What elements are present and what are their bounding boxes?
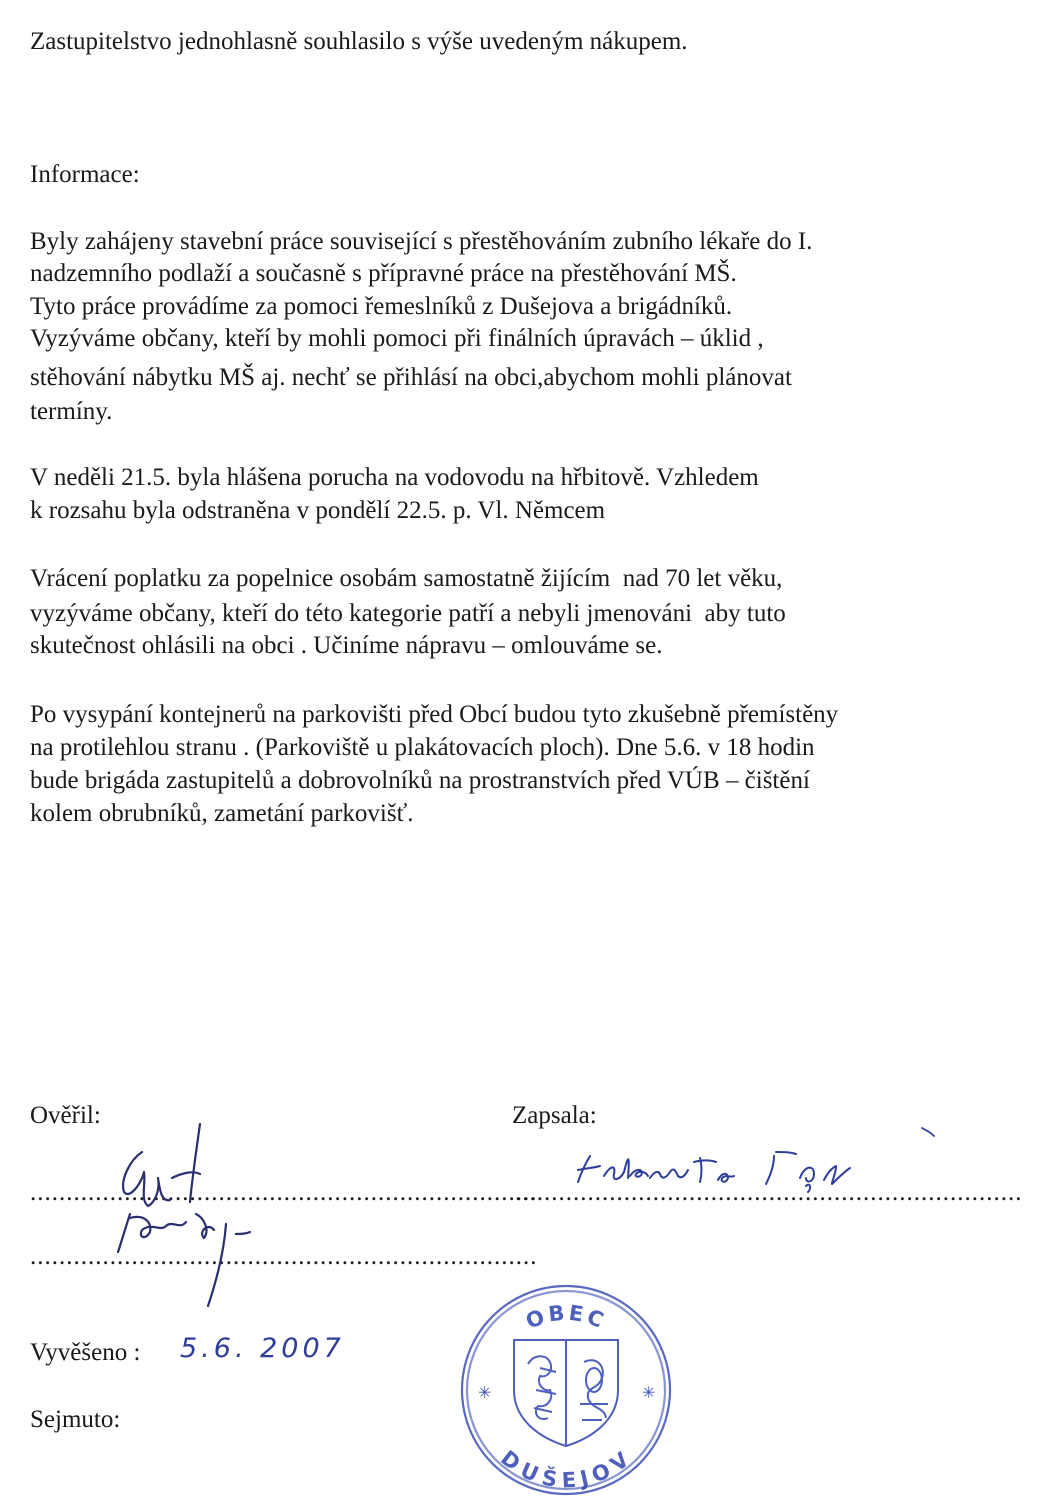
paragraph-line: Byly zahájeny stavební práce související s přestěhováním zubního lékaře do I. (30, 228, 813, 255)
paragraph-line: bude brigáda zastupitelů a dobrovolníků na prostranstvích před VÚB – čištění (30, 767, 810, 794)
stamp-star-left: ✳ (478, 1383, 492, 1402)
posted-label: Vyvěšeno : (30, 1339, 141, 1366)
paragraph-line: stěhování nábytku MŠ aj. nechť se přihlásí na obci,abychom mohli plánovat (30, 364, 792, 391)
municipal-stamp (456, 1280, 676, 1498)
paragraph-line: k rozsahu byla odstraněna v pondělí 22.5. p. Vl. Němcem (30, 497, 606, 524)
paragraph-line: V neděli 21.5. byla hlášena porucha na vodovodu na hřbitově. Vzhledem (30, 464, 759, 491)
paragraph-line: na protilehlou stranu . (Parkoviště u plakátovacích ploch). Dne 5.6. v 18 hodin (30, 734, 815, 761)
recorder-signature (570, 1126, 950, 1196)
info-heading: Informace: (30, 161, 140, 188)
coat-of-arms-icon (514, 1340, 618, 1446)
paragraph-line: Tyto práce provádíme za pomoci řemeslníků z Dušejova a brigádníků. (30, 293, 733, 320)
intro-text: Zastupitelstvo jednohlasně souhlasilo s výše uvedeným nákupem. (30, 28, 688, 55)
paragraph-line: vyzýváme občany, kteří do této kategorie patří a nebyli jmenováni aby tuto (30, 600, 786, 627)
verifier-signature (100, 1122, 270, 1312)
posted-date: 5.6. 2007 (180, 1333, 345, 1364)
paragraph-line: kolem obrubníků, zametání parkovišť. (30, 800, 414, 827)
paragraph-line: termíny. (30, 398, 113, 425)
paragraph-line: Vrácení poplatku za popelnice osobám samostatně žijícím nad 70 let věku, (30, 565, 783, 592)
paragraph-line: Vyzýváme občany, kteří by mohli pomoci při finálních úpravách – úklid , (30, 325, 764, 352)
paragraph-line: skutečnost ohlásili na obci . Učiníme nápravu – omlouváme se. (30, 632, 663, 659)
removed-label: Sejmuto: (30, 1406, 121, 1433)
signature-line-verified-2: ...................................................................... (30, 1243, 538, 1270)
signature-line-verified-1: ...................................................................... (30, 1179, 538, 1206)
verified-label: Ověřil: (30, 1102, 101, 1129)
paragraph-line: nadzemního podlaží a současně s přípravné práce na přestěhování MŠ. (30, 260, 737, 287)
signature-line-recorded: ...................................................................... (515, 1179, 1023, 1206)
stamp-bottom-text: DUŠEJOV (496, 1445, 636, 1493)
stamp-top-text: OBEC (522, 1300, 610, 1334)
paragraph-line: Po vysypání kontejnerů na parkovišti před Obcí budou tyto zkušebně přemístěny (30, 701, 839, 728)
stamp-star-right: ✳ (642, 1383, 656, 1402)
recorded-label: Zapsala: (512, 1102, 597, 1129)
